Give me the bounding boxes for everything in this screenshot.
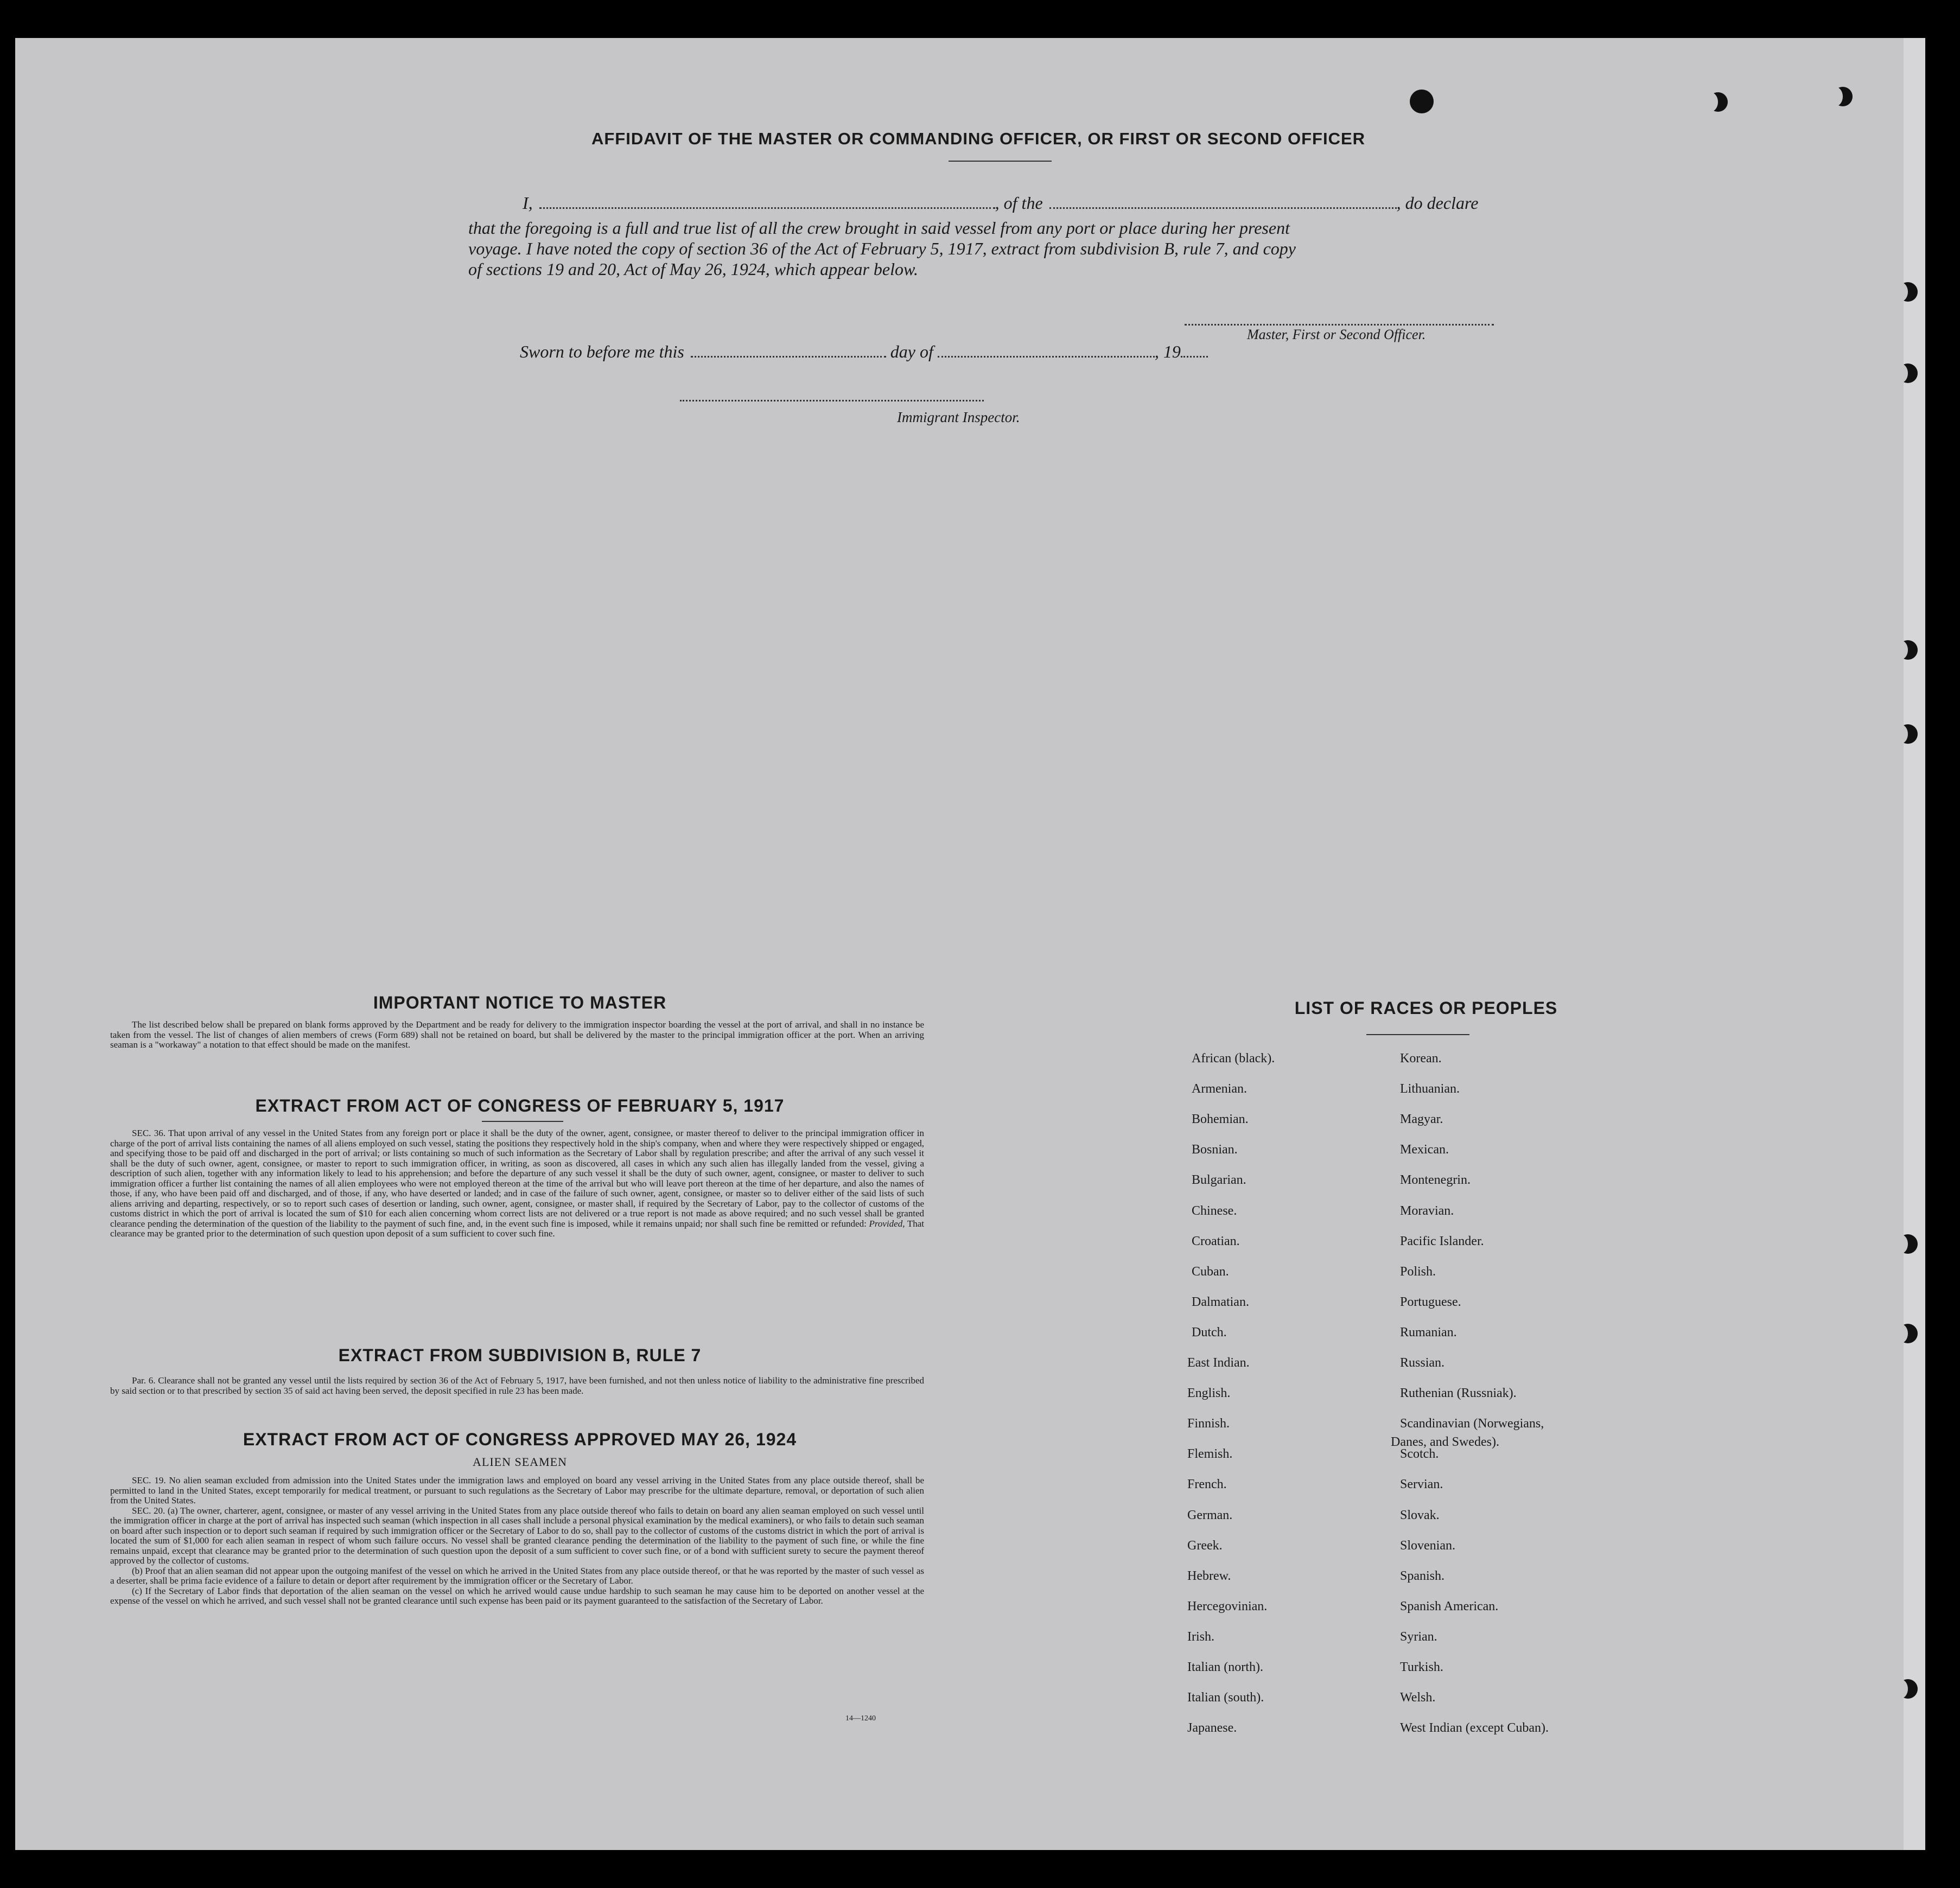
- race-item: Russian.: [1400, 1356, 1445, 1370]
- race-item: Pacific Islander.: [1400, 1234, 1484, 1248]
- rule-7-text: [110, 1376, 924, 1396]
- punch-hole: [1898, 1234, 1918, 1254]
- provided-word: Provided,: [869, 1218, 905, 1229]
- race-item: West Indian (except Cuban).: [1400, 1721, 1549, 1736]
- section-20b-paragraph: (b) Proof that an alien seaman did not appear upon the outgoing manifest of the vessel on which he arrived in the United States from any place outside thereof, or that he was reported by the master of such vessel as a deserter, shall be prima facie evidence of a failure to detain or deport after requirement by the immigration officer or the Secretary of Labor.: [110, 1565, 924, 1586]
- extract-1924-text: [110, 1476, 924, 1606]
- race-item: Slovak.: [1400, 1508, 1440, 1522]
- race-item: Scotch.: [1400, 1447, 1439, 1462]
- section-36-paragraph: [110, 1128, 924, 1239]
- race-item: Italian (south).: [1187, 1691, 1264, 1705]
- race-item: Mexican.: [1400, 1143, 1449, 1157]
- race-item: Turkish.: [1400, 1660, 1443, 1674]
- race-item: Armenian.: [1192, 1082, 1247, 1096]
- race-item: Chinese.: [1192, 1203, 1237, 1218]
- race-item: Finnish.: [1187, 1417, 1230, 1431]
- i-label: I,: [523, 193, 533, 213]
- section-36-text: SEC. 36. That upon arrival of any vessel in the United States from any foreign port or place it shall be the duty of the owner, agent, consignee, or master thereof to deliver to the principal immigration officer in charge of the port of arrival lists containing the names of all aliens employed on such vessel, stating the positions they respectively hold in the ship's company, when and where they were respectively shipped or engaged, and specifying those to be paid off and discharged in the port of arrival; or lists containing so much of such information as the Secretary of Labor shall by regulation prescribe; and after the arrival of any such vessel it shall be the duty of such owner, agent, consignee, or master to report to such immigration officer, in writing, as soon as discovered, all cases in which any such alien has illegally landed from the vessel, giving a description of such alien, together with any information likely to lead to his apprehension; and before the departure of any such vessel it shall be the duty of such owner, agent, consignee, or master to deliver to such immigration officer a further list containing the names of all alien employees who were not employed thereon at the time of the arrival but who will leave port thereon at the time of her departure, and also the names of those, if any, who have been paid off and discharged, and of those, if any, who have deserted or landed; and in case of the failure of such owner, agent, consignee, or master so to deliver either of the said lists of such aliens arriving and departing, respectively, or so to report such cases of desertion or landing, such owner, agent, consignee, or master shall, if required by the Secretary of Labor, pay to the collector of customs of the customs district in which the port of arrival is located the sum of $10 for each alien concerning whom correct lists are not delivered or a true report is not made as above required; and no such vessel shall be granted clearance pending the determination of the question of the liability to the payment of such fine, and, in the event such fine is imposed, while it remains unpaid; nor shall such fine be remitted or refunded:: [110, 1128, 924, 1229]
- rule-7-title: EXTRACT FROM SUBDIVISION B, RULE 7: [338, 1345, 702, 1365]
- affidavit-title: AFFIDAVIT OF THE MASTER OR COMMANDING OFFICER, OR FIRST OR SECOND OFFICER: [591, 129, 1366, 148]
- punch-hole: [1708, 92, 1728, 112]
- of-the-label: , of the: [995, 193, 1043, 213]
- race-item: Spanish American.: [1400, 1599, 1499, 1613]
- rule-7-paragraph: Par. 6. Clearance shall not be granted any vessel until the lists required by section 36 of the Act of February 5, 1917, have been furnished, and not then unless notice of liability to the administrative fine prescribed by said section or to that prescribed by section 35 of said act having been served, the deposit specified in rule 23 has been made.: [110, 1375, 924, 1396]
- master-caption: Master, First or Second Officer.: [1247, 327, 1426, 342]
- race-item: Polish.: [1400, 1264, 1436, 1279]
- race-item: African (black).: [1192, 1051, 1275, 1066]
- year-label: , 19: [1154, 342, 1181, 361]
- race-item: East Indian.: [1187, 1356, 1250, 1370]
- race-item: Bohemian.: [1192, 1112, 1249, 1127]
- sworn-label: Sworn to before me this: [520, 342, 684, 361]
- affidavit-line-3: of sections 19 and 20, Act of May 26, 1924, which appear below.: [468, 259, 918, 279]
- race-item: German.: [1187, 1508, 1233, 1522]
- notice-title: IMPORTANT NOTICE TO MASTER: [373, 993, 667, 1012]
- race-scandinavian-continued: Danes, and Swedes).: [1391, 1435, 1499, 1449]
- notice-text: [110, 1020, 924, 1050]
- race-item: Bosnian.: [1192, 1143, 1238, 1157]
- race-item: Servian.: [1400, 1477, 1443, 1492]
- punch-hole: [1898, 724, 1918, 744]
- sworn-month-field[interactable]: [938, 346, 1155, 358]
- race-item: Dalmatian.: [1192, 1294, 1249, 1309]
- race-item: Croatian.: [1192, 1234, 1240, 1248]
- alien-seamen-subtitle: ALIEN SEAMEN: [473, 1455, 567, 1469]
- form-sheet: [15, 38, 1925, 1850]
- inspector-caption: Immigrant Inspector.: [897, 409, 1020, 425]
- race-item: Flemish.: [1187, 1447, 1233, 1462]
- race-item: Montenegrin.: [1400, 1173, 1471, 1188]
- race-item: Hebrew.: [1187, 1568, 1231, 1583]
- race-item: Scandinavian (Norwegians,: [1400, 1417, 1544, 1431]
- notice-paragraph: The list described below shall be prepared on blank forms approved by the Department and be ready for delivery to the immigration inspector boarding the vessel at the port of arrival, and shall in no instance be taken from the vessel. The list of changes of alien members of crews (Form 689) shall not be retained on board, but shall be delivered by the master to the principal immigration officer at the port. When an arriving seaman is a "workaway" a notation to that effect should be made on the manifest.: [110, 1019, 924, 1050]
- race-item: Bulgarian.: [1192, 1173, 1246, 1188]
- extract-1917-title: EXTRACT FROM ACT OF CONGRESS OF FEBRUARY 5, 1917: [255, 1096, 785, 1115]
- punch-hole: [1833, 87, 1853, 106]
- affidavit-line-2: voyage. I have noted the copy of section 36 of the Act of February 5, 1917, extract from subdivision B, rule 7, and copy: [468, 239, 1296, 258]
- race-item: Korean.: [1400, 1051, 1442, 1066]
- punch-hole: [1898, 1324, 1918, 1343]
- race-item: Cuban.: [1192, 1264, 1229, 1279]
- section-20c-paragraph: (c) If the Secretary of Labor finds that deportation of the alien seaman on the vessel on which he arrived would cause undue hardship to such seaman he may cause him to be deported on another vessel at the expense of the vessel on which he arrived, and such vessel shall not be granted clearance until such expense has been paid or its payment guaranteed to the satisfaction of the Secretary of Labor.: [110, 1585, 924, 1606]
- day-of-label: day of: [890, 342, 933, 361]
- race-item: Lithuanian.: [1400, 1082, 1460, 1096]
- race-item: Rumanian.: [1400, 1325, 1457, 1340]
- punch-hole: [1898, 1679, 1918, 1699]
- section-20a-paragraph: SEC. 20. (a) The owner, charterer, agent, consignee, or master of any vessel arriving in the United States from any place outside thereof who fails to detain on board any alien seaman employed on such vessel until the immigration officer in charge at the port of arrival has inspected such seaman (which inspection in all cases shall include a personal physical examination by the medical examiners), or who fails to detain such seaman on board after such inspection or to deport such seaman if required by such immigration officer or the Secretary of Labor to do so, shall pay to the collector of customs of the customs district in which the port of arrival is located the sum of $1,000 for each alien seaman in respect of whom such failure occurs. No vessel shall be granted clearance pending the determination of the liability to the payment of such fine, or while the fine remains unpaid, except that clearance may be granted prior to the determination of such question upon the deposit of a sum sufficient to cover such fine, or of a bond with sufficient surety to secure the payment thereof approved by the collector of customs.: [110, 1505, 924, 1566]
- vessel-name-field[interactable]: [1049, 197, 1397, 209]
- page-edge: [1904, 38, 1925, 1850]
- sworn-year-field[interactable]: [1181, 346, 1208, 358]
- races-underline: [1366, 1034, 1469, 1035]
- master-signature-line[interactable]: [1185, 322, 1494, 326]
- extract-1917-text: [110, 1128, 924, 1239]
- section-19-paragraph: SEC. 19. No alien seaman excluded from admission into the United States under the immigration laws and employed on board any vessel arriving in the United States from any place outside thereof, shall be permitted to land in the United States, except temporarily for medical treatment, or pursuant to such regulations as the Secretary of Labor may prescribe for the ultimate departure, removal, or deportation of such alien from the United States.: [110, 1475, 924, 1506]
- race-item: Spanish.: [1400, 1568, 1445, 1583]
- affidavit-line-1: that the foregoing is a full and true list of all the crew brought in said vessel from any port or place during her present: [468, 218, 1290, 238]
- race-item: Hercegovinian.: [1187, 1599, 1268, 1613]
- race-item: Italian (north).: [1187, 1660, 1263, 1674]
- race-item: Dutch.: [1192, 1325, 1227, 1340]
- form-number: 14—1240: [845, 1714, 876, 1723]
- race-item: Japanese.: [1187, 1721, 1237, 1736]
- sworn-line: [520, 342, 1208, 362]
- race-item: French.: [1187, 1477, 1227, 1492]
- races-title: LIST OF RACES OR PEOPLES: [1294, 998, 1558, 1018]
- punch-hole: [1898, 282, 1918, 302]
- race-item: Magyar.: [1400, 1112, 1443, 1127]
- race-item: Welsh.: [1400, 1691, 1436, 1705]
- race-item: Greek.: [1187, 1538, 1223, 1553]
- do-declare-label: , do declare: [1396, 193, 1479, 213]
- officer-name-field[interactable]: [539, 197, 995, 209]
- declarant-line: [523, 193, 1554, 213]
- punch-hole: [1410, 90, 1434, 113]
- race-item: Slovenian.: [1400, 1538, 1455, 1553]
- inspector-signature-line[interactable]: [680, 398, 984, 401]
- title-underline: [949, 161, 1052, 162]
- section-36-text-end: That clearance may be granted prior to the determination of such question upon deposit of a sum sufficient to cover such fine.: [110, 1218, 924, 1239]
- punch-hole: [1898, 363, 1918, 383]
- punch-hole: [1898, 640, 1918, 660]
- extract-1917-underline: [482, 1121, 563, 1122]
- extract-1924-title: EXTRACT FROM ACT OF CONGRESS APPROVED MAY 26, 1924: [243, 1430, 797, 1449]
- race-item: English.: [1187, 1386, 1231, 1401]
- race-item: Syrian.: [1400, 1629, 1437, 1644]
- sworn-day-field[interactable]: [691, 346, 886, 358]
- race-item: Ruthenian (Russniak).: [1400, 1386, 1517, 1401]
- race-item: Moravian.: [1400, 1203, 1454, 1218]
- race-item: Portuguese.: [1400, 1294, 1461, 1309]
- race-item: Irish.: [1187, 1629, 1214, 1644]
